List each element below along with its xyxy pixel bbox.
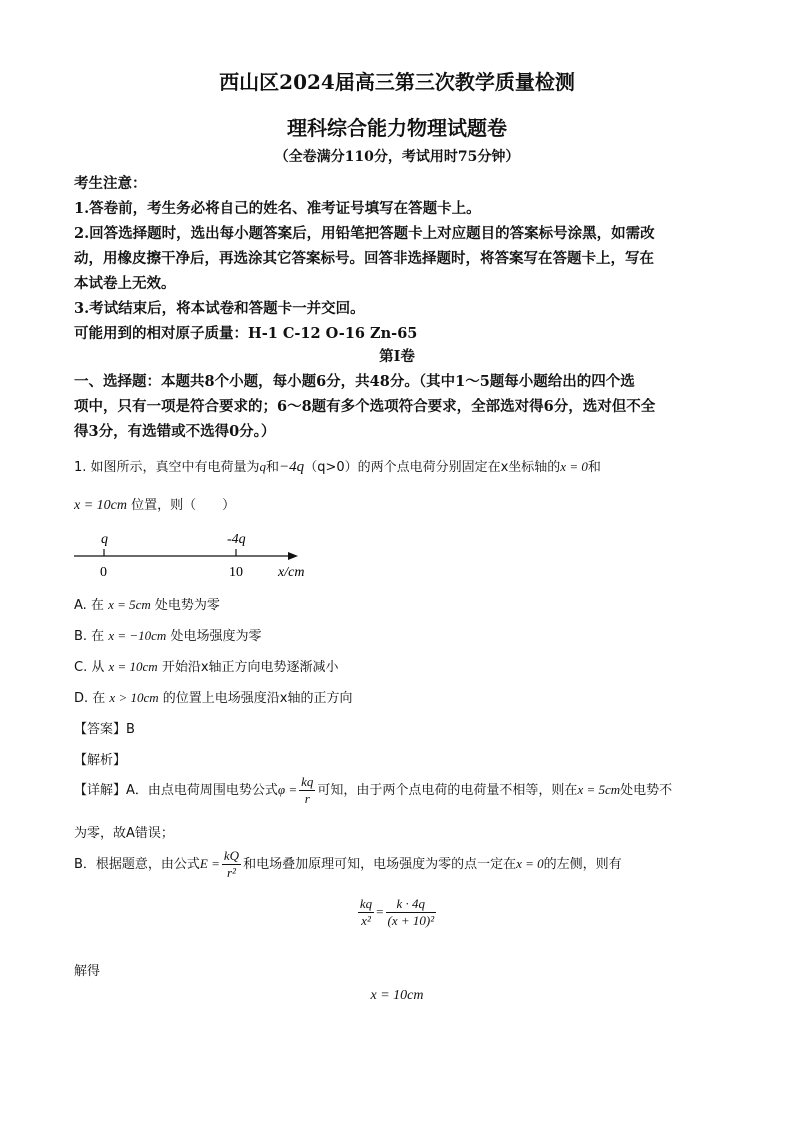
detail-a-math: x = 5cm [577,782,621,797]
equation-left-denominator: x² [361,913,371,928]
option-c [74,656,339,675]
position-x0: x = 0 [560,459,588,474]
option-a-math: x = 5cm [108,597,151,612]
answer-value: B [126,722,135,737]
option-d-prefix: D. 在 [74,691,106,706]
option-a-suffix: 处电势为零 [154,598,220,613]
option-d [74,687,352,706]
detail-label: 【详解】 [74,783,127,798]
option-d-math: x > 10cm [109,690,159,705]
atomic-mass-note: 可能用到的相对原子质量：H-1 C-12 O-16 Zn-65 [74,325,418,342]
fraction-numerator: kQ [223,848,240,863]
detail-b-math: x = 0 [516,856,544,871]
detail-b-line-1 [74,848,622,881]
option-c-suffix: 开始沿x轴正方向电势逐渐减小 [161,660,339,675]
tick-label-10: 10 [229,565,243,580]
detail-a-line-2: 为零，故A错误； [74,826,174,841]
e-symbol: E = [199,856,220,871]
section-intro-line-1: 一、选择题：本题共8个小题，每小题6分，共48分。（其中1～5题每小题给出的四个选 [74,373,635,390]
question-1-stem-line-2 [74,494,235,514]
notice-item-1: 1.答卷前，考生务必将自己的姓名、准考证号填写在答题卡上。 [74,200,481,217]
label-neg4q: -4q [227,532,246,547]
equation-left-fraction [358,896,374,929]
stem-text-and: 和 [266,460,280,475]
charge-neg4q: −4q [279,459,305,475]
solve-label: 解得 [74,964,101,979]
position-x10: x = 10cm [74,498,127,513]
notice-item-3: 3.考试结束后，将本试卷和答题卡一并交回。 [74,300,365,317]
fraction-numerator: kq [301,774,314,789]
stem-text-2: 位置，则（ ） [131,498,236,513]
analysis-label: 【解析】 [74,753,127,768]
field-balance-equation [0,896,794,929]
answer-line [74,718,135,737]
answer-label: 【答案】 [74,722,127,737]
fraction-kQ-over-r2 [222,848,241,881]
axis-unit-label: x/cm [278,565,305,580]
detail-a-text-2: 可知，由于两个点电荷的电荷量不相等，则在 [317,783,578,798]
fraction-denominator: r² [226,865,236,880]
option-a [74,594,220,613]
exam-subtitle: 理科综合能力物理试题卷 [287,116,507,140]
option-d-suffix: 的位置上电场强度沿x轴的正方向 [162,691,353,706]
notice-heading: 考生注意： [74,175,147,192]
question-1-stem-line-1 [74,456,601,476]
detail-a-line-1 [74,774,672,807]
option-a-prefix: A. 在 [74,598,104,613]
solution-result: x = 10cm [370,988,424,1003]
equation-right-denominator: (x + 10)² [387,913,435,928]
notice-item-2-line-1: 2.回答选择题时，选出每小题答案后，用铅笔把答题卡上对应题目的答案标号涂黑，如需改 [74,225,655,242]
charge-axis-figure [70,528,330,584]
option-b-prefix: B. 在 [74,629,105,644]
volume-heading: 第Ⅰ卷 [379,348,415,365]
x-axis-arrow-icon [288,552,298,560]
exam-title: 西山区2024届高三第三次教学质量检测 [219,70,575,94]
section-intro-line-2: 项中，只有一项是符合要求的；6～8题有多个选项符合要求，全部选对得6分，选对但不全 [74,398,656,415]
notice-item-2-line-3: 本试卷上无效。 [74,275,176,292]
equation-right-fraction [386,896,437,929]
option-c-prefix: C. 从 [74,660,105,675]
detail-a-text-3: 处电势不 [620,783,673,798]
option-b-suffix: 处电场强度为零 [170,629,262,644]
equation-equals: = [376,904,384,919]
detail-b-text-3: 的左侧，则有 [543,857,622,872]
option-c-math: x = 10cm [108,659,158,674]
notice-item-2-line-2: 动，用橡皮擦干净后，再选涂其它答案标号。回答非选择题时，将答案写在答题卡上，写在 [74,250,654,267]
phi-symbol: φ = [277,782,298,797]
equation-left-numerator: kq [359,896,373,911]
stem-text: 1. 如图所示，真空中有电荷量为 [74,460,260,475]
tick-label-0: 0 [100,565,107,580]
fraction-denominator: r [304,791,310,806]
option-b-math: x = −10cm [108,628,167,643]
charge-q: q [259,459,267,474]
score-note: （全卷满分110分，考试用时75分钟） [274,149,520,165]
fraction-kq-over-r [299,774,315,807]
stem-condition: （q>0）的两个点电荷分别固定在x坐标轴的 [304,460,561,475]
detail-b-text-2: 和电场叠加原理可知，电场强度为零的点一定在 [243,857,517,872]
label-q: q [101,532,108,547]
detail-a-text-1: A．由点电荷周围电势公式 [126,783,278,798]
detail-b-text-1: B．根据题意，由公式 [74,857,200,872]
stem-text-and-2: 和 [587,460,601,475]
option-b [74,625,261,644]
section-intro-line-3: 得3分，有选错或不选得0分。） [74,423,276,440]
equation-right-numerator: k · 4q [386,896,437,913]
